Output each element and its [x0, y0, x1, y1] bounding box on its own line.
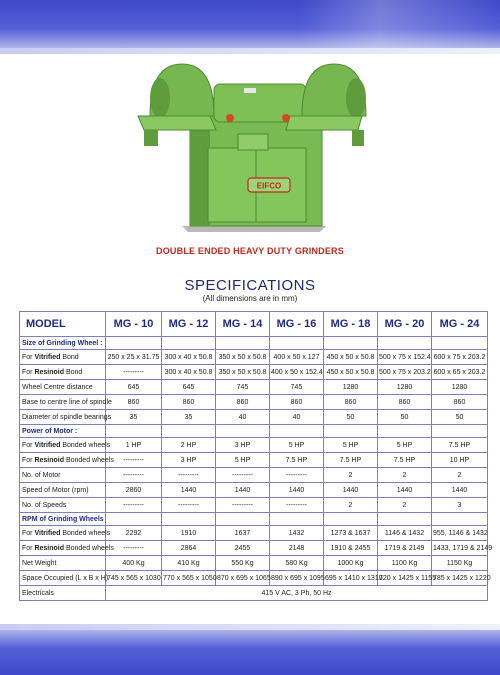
table-cell: 600 x 75 x 203.2	[432, 350, 488, 365]
table-cell: 5 HP	[216, 453, 270, 468]
empty-cell	[162, 425, 216, 438]
top-banner	[0, 0, 500, 48]
section-label: Power of Motor :	[20, 425, 106, 438]
table-cell: 410 Kg	[162, 556, 216, 571]
table-row	[20, 483, 488, 498]
empty-cell	[378, 513, 432, 526]
table-cell: 580 Kg	[270, 556, 324, 571]
table-cell: 600 x 65 x 203.2	[432, 365, 488, 380]
caption: DOUBLE ENDED HEAVY DUTY GRINDERS	[156, 246, 344, 256]
model-header-cell: MG - 10	[106, 312, 162, 337]
table-cell: ---------	[106, 453, 162, 468]
row-label-bond: Resinoid	[34, 456, 65, 464]
section-label: RPM of Grinding Wheels	[20, 513, 106, 526]
empty-cell	[106, 425, 162, 438]
row-label-suffix: Bond	[60, 353, 79, 361]
table-cell: 2	[324, 468, 378, 483]
table-cell: 645	[106, 380, 162, 395]
empty-cell	[324, 425, 378, 438]
table-cell: 35	[162, 410, 216, 425]
table-cell: 350 x 50 x 50.8	[216, 365, 270, 380]
row-label	[20, 453, 114, 468]
empty-cell	[378, 337, 432, 350]
table-row	[20, 453, 488, 468]
table-cell: 890 x 695 x 1095	[270, 571, 324, 586]
section-row	[20, 513, 488, 526]
table-cell: 1432	[270, 526, 324, 541]
table-cell: 2292	[106, 526, 162, 541]
table-cell: 400 x 50 x 127	[270, 350, 324, 365]
table-row	[20, 410, 488, 425]
table-cell: 720 x 1425 x 1155	[378, 571, 432, 586]
table-cell: 3 HP	[216, 438, 270, 453]
empty-cell	[216, 337, 270, 350]
table-row	[20, 395, 488, 410]
row-label: Diameter of spindle bearings	[20, 410, 106, 425]
table-cell: 50	[378, 410, 432, 425]
table-cell: 1 HP	[106, 438, 162, 453]
row-label	[20, 365, 106, 380]
table-cell: 400 Kg	[106, 556, 162, 571]
empty-cell	[432, 513, 488, 526]
electricals-value: 415 V AC, 3 Ph, 50 Hz	[106, 586, 488, 601]
table-cell: 1150 Kg	[432, 556, 488, 571]
table-cell: 860	[106, 395, 162, 410]
row-label-prefix: For	[22, 353, 35, 361]
table-cell: ---------	[162, 468, 216, 483]
table-cell: 350 x 50 x 50.8	[216, 350, 270, 365]
row-label-suffix: Bond	[64, 368, 83, 376]
table-cell: 40	[270, 410, 324, 425]
row-label	[20, 350, 106, 365]
table-cell: 1440	[324, 483, 378, 498]
table-cell: ---------	[106, 541, 162, 556]
bottom-banner	[0, 630, 500, 675]
table-cell: 860	[324, 395, 378, 410]
table-cell: 1273 & 1637	[324, 526, 378, 541]
empty-cell	[216, 425, 270, 438]
empty-cell	[432, 425, 488, 438]
table-cell: 300 x 40 x 50.8	[162, 350, 216, 365]
grinder-photo	[130, 58, 370, 236]
table-cell: 1440	[162, 483, 216, 498]
row-label-suffix: Bonded wheels	[60, 529, 111, 537]
table-cell: ---------	[162, 498, 216, 513]
empty-cell	[216, 513, 270, 526]
table-cell: 550 Kg	[216, 556, 270, 571]
table-cell: 770 x 565 x 1050	[162, 571, 216, 586]
table-cell: 1440	[432, 483, 488, 498]
header-row	[20, 312, 488, 337]
row-label-prefix: For	[22, 368, 35, 376]
table-cell: 785 x 1425 x 1220	[432, 571, 488, 586]
row-label: No. of Speeds	[20, 498, 106, 513]
row-label-bond: Vitrified	[34, 441, 61, 449]
spec-title: SPECIFICATIONS	[184, 277, 316, 294]
table-cell: 5 HP	[378, 438, 432, 453]
table-cell: 745 x 565 x 1030	[106, 571, 162, 586]
model-header: MODEL	[20, 312, 106, 337]
table-cell: 40	[216, 410, 270, 425]
row-label-prefix: For	[22, 441, 35, 449]
row-label-bond: Resinoid	[34, 368, 65, 376]
row-label	[20, 526, 111, 541]
empty-cell	[324, 513, 378, 526]
table-cell: ---------	[216, 468, 270, 483]
spec-table	[19, 311, 493, 601]
row-label: Wheel Centre distance	[20, 380, 106, 395]
table-cell: 1910	[162, 526, 216, 541]
model-header-cell: MG - 16	[270, 312, 324, 337]
table-cell: 7.5 HP	[378, 453, 432, 468]
table-cell: 35	[106, 410, 162, 425]
table-cell: 1440	[216, 483, 270, 498]
table-cell: 1280	[378, 380, 432, 395]
table-cell: 2	[378, 468, 432, 483]
table-cell: 645	[162, 380, 216, 395]
table-cell: 7.5 HP	[324, 453, 378, 468]
table-cell: 860	[162, 395, 216, 410]
empty-cell	[432, 337, 488, 350]
table-cell: ---------	[270, 498, 324, 513]
section-row	[20, 425, 488, 438]
empty-cell	[106, 337, 162, 350]
row-label-suffix: Bonded wheels	[64, 544, 114, 552]
row-label: Net Weight	[20, 556, 106, 571]
table-row	[20, 380, 488, 395]
table-cell: 250 x 25 x 31.75	[106, 350, 162, 365]
table-cell: 2	[324, 498, 378, 513]
row-label	[20, 438, 111, 453]
model-header-cell: MG - 12	[162, 312, 216, 337]
empty-cell	[162, 513, 216, 526]
table-cell: 2860	[106, 483, 162, 498]
table-row	[20, 556, 488, 571]
table-row	[20, 526, 488, 541]
row-label-prefix: For	[22, 456, 35, 464]
table-cell: 1000 Kg	[324, 556, 378, 571]
model-header-cell: MG - 14	[216, 312, 270, 337]
table-cell: 3 HP	[162, 453, 216, 468]
table-cell: 450 x 50 x 50.8	[324, 365, 378, 380]
table-cell: 1440	[270, 483, 324, 498]
table-cell: 870 x 695 x 1065	[216, 571, 270, 586]
brand-nameplate: EIFCO	[256, 181, 282, 191]
table-cell: 2	[432, 468, 488, 483]
empty-cell	[106, 513, 162, 526]
row-label-bond: Vitrified	[34, 353, 61, 361]
row-label-bond: Vitrified	[34, 529, 61, 537]
table-cell: 50	[324, 410, 378, 425]
table-cell: 1280	[324, 380, 378, 395]
table-row	[20, 350, 488, 365]
table-cell: 1440	[378, 483, 432, 498]
row-label-prefix: For	[22, 544, 35, 552]
row-label-suffix: Bonded wheels	[60, 441, 111, 449]
table-cell: ---------	[106, 498, 162, 513]
top-banner-highlight	[300, 0, 500, 48]
table-cell: 2864	[162, 541, 216, 556]
table-cell: 860	[378, 395, 432, 410]
empty-cell	[270, 337, 324, 350]
table-row	[20, 468, 488, 483]
row-label: Base to centre line of spindle	[20, 395, 106, 410]
table-cell: 7.5 HP	[270, 453, 324, 468]
table-cell: 1637	[216, 526, 270, 541]
table-row	[20, 541, 488, 556]
table-cell: 860	[432, 395, 488, 410]
row-label-suffix: Bonded wheels	[64, 456, 114, 464]
table-cell: 860	[216, 395, 270, 410]
empty-cell	[324, 337, 378, 350]
table-row	[20, 498, 488, 513]
table-cell: 955, 1146 & 1432	[432, 526, 488, 541]
table-cell: 1719 & 2149	[378, 541, 432, 556]
empty-cell	[270, 513, 324, 526]
empty-cell	[378, 425, 432, 438]
row-label-bond: Resinoid	[34, 544, 65, 552]
table-row	[20, 586, 488, 601]
table-cell: 1910 & 2455	[324, 541, 378, 556]
table-cell: 2 HP	[162, 438, 216, 453]
model-header-cell: MG - 24	[432, 312, 488, 337]
table-cell: 7.5 HP	[432, 438, 488, 453]
table-cell: 2455	[216, 541, 270, 556]
table-cell: 1433, 1719 & 2149	[432, 541, 488, 556]
table-row	[20, 365, 488, 380]
table-cell: 1100 Kg	[378, 556, 432, 571]
table-cell: 745	[216, 380, 270, 395]
model-header-cell: MG - 20	[378, 312, 432, 337]
row-label	[20, 541, 114, 556]
table-cell: 5 HP	[324, 438, 378, 453]
table-cell: 745	[270, 380, 324, 395]
table-cell: 1146 & 1432	[378, 526, 432, 541]
table-cell: ---------	[216, 498, 270, 513]
table-cell: 10 HP	[432, 453, 488, 468]
table-cell: 400 x 50 x 152.4	[270, 365, 324, 380]
table-cell: 2148	[270, 541, 324, 556]
section-row	[20, 337, 488, 350]
table-row	[20, 571, 488, 586]
table-cell: 860	[270, 395, 324, 410]
table-row	[20, 438, 488, 453]
row-label: Electricals	[20, 586, 106, 601]
model-header-cell: MG - 18	[324, 312, 378, 337]
top-strip	[0, 48, 500, 54]
row-label: Speed of Motor (rpm)	[20, 483, 106, 498]
table-cell: 1280	[432, 380, 488, 395]
spec-subtitle: (All dimensions are in mm)	[202, 294, 298, 303]
empty-cell	[270, 425, 324, 438]
table-cell: 3	[432, 498, 488, 513]
table-cell: 300 x 40 x 50.8	[162, 365, 216, 380]
table-cell: 500 x 75 x 203.2	[378, 365, 432, 380]
table-cell: 50	[432, 410, 488, 425]
row-label: Space Occupied (L x B x H)	[20, 571, 106, 586]
row-label: No. of Motor	[20, 468, 106, 483]
row-label-prefix: For	[22, 529, 35, 537]
table-cell: ---------	[106, 468, 162, 483]
table-cell: 450 x 50 x 50.8	[324, 350, 378, 365]
table-cell: 695 x 1410 x 1310	[324, 571, 378, 586]
table-cell: 5 HP	[270, 438, 324, 453]
table-cell: ---------	[106, 365, 162, 380]
table-cell: 2	[378, 498, 432, 513]
table-cell: 500 x 75 x 152.4	[378, 350, 432, 365]
empty-cell	[162, 337, 216, 350]
table-cell: ---------	[270, 468, 324, 483]
section-label: Size of Grinding Wheel :	[20, 337, 106, 350]
